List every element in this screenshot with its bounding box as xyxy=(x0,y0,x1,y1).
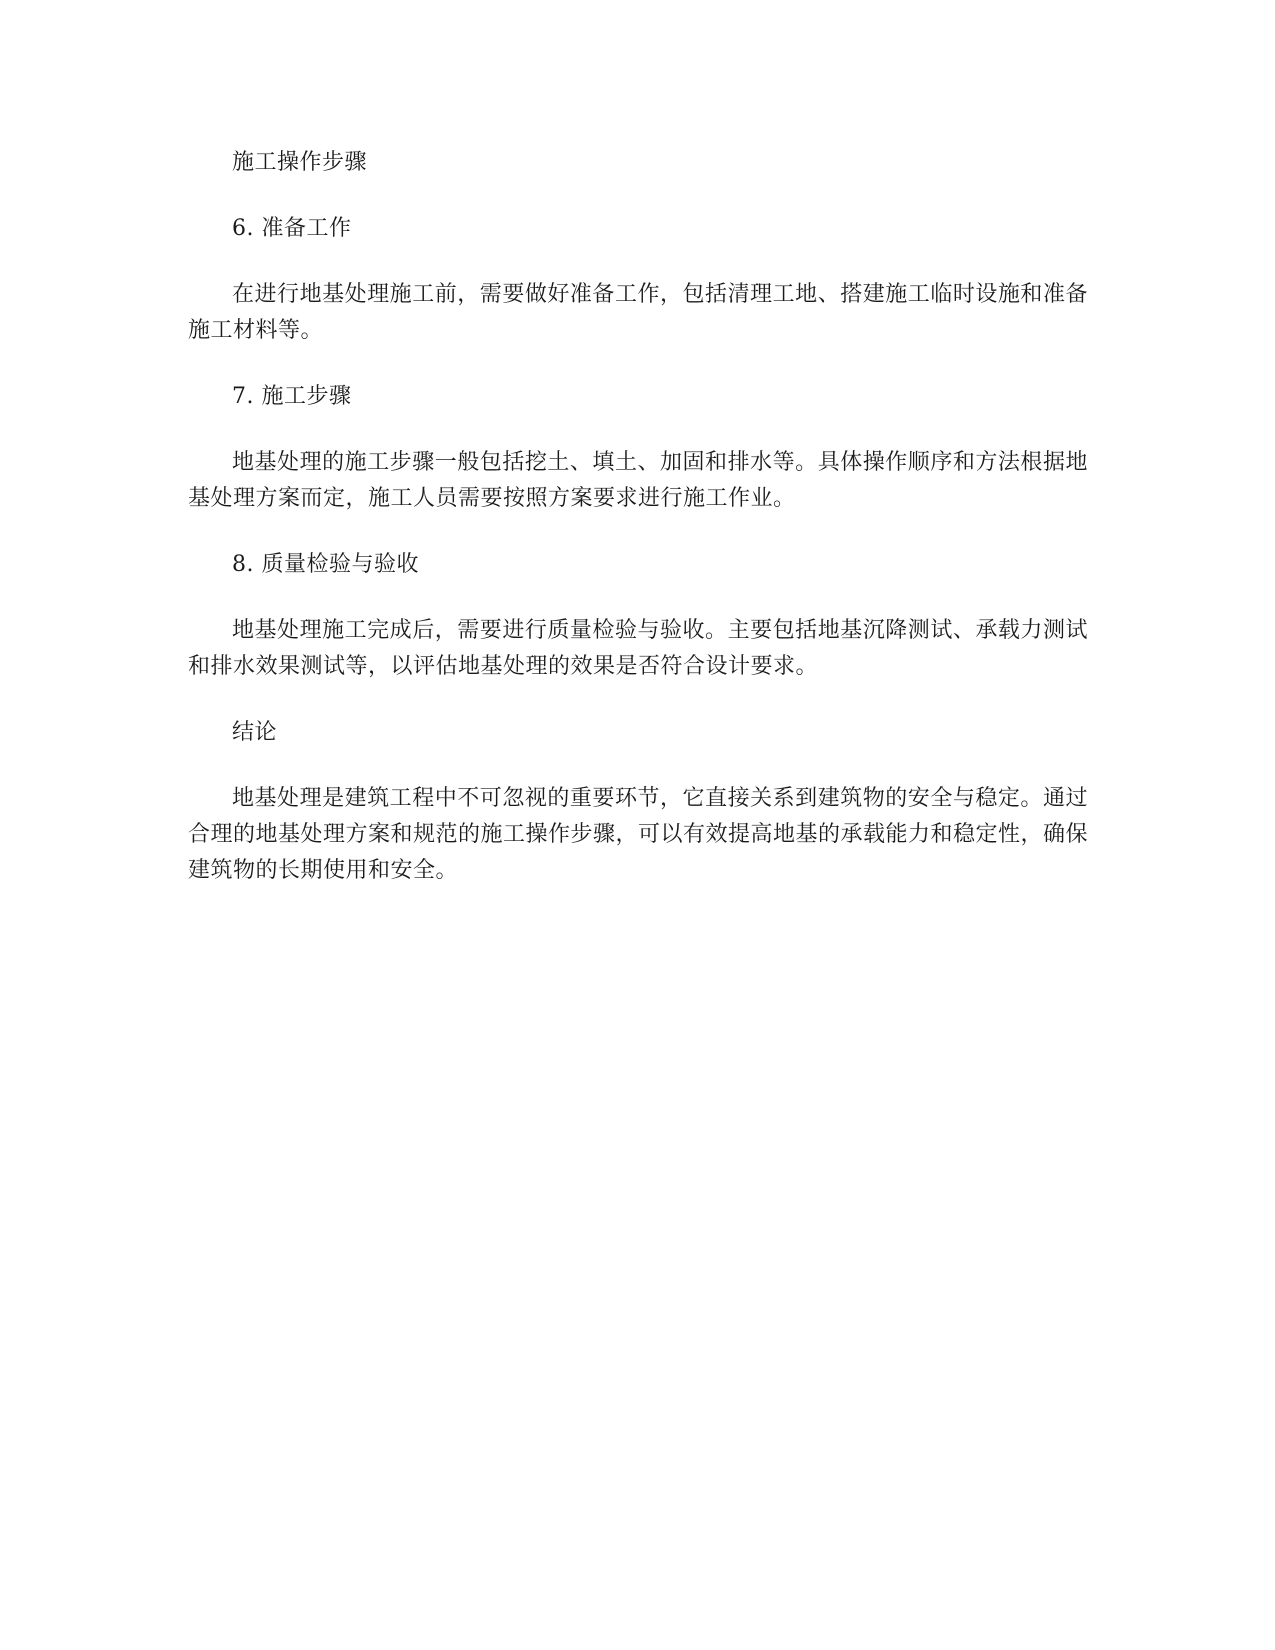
item-heading: 8. 质量检验与验收 xyxy=(232,552,419,577)
item-body: 在进行地基处理施工前，需要做好准备工作，包括清理工地、搭建施工临时设施和准备施工材料等。 xyxy=(188,282,1088,343)
conclusion-title: 结论 xyxy=(232,720,278,745)
section-title: 施工操作步骤 xyxy=(232,150,368,175)
item-body: 地基处理的施工步骤一般包括挖土、填土、加固和排水等。具体操作顺序和方法根据地基处理方案而定，施工人员需要按照方案要求进行施工作业。 xyxy=(188,450,1088,511)
document-content xyxy=(188,145,1088,919)
item-body: 地基处理施工完成后，需要进行质量检验与验收。主要包括地基沉降测试、承载力测试和排水效果测试等，以评估地基处理的效果是否符合设计要求。 xyxy=(188,618,1088,679)
item-heading: 7. 施工步骤 xyxy=(232,384,352,409)
item-heading: 6. 准备工作 xyxy=(232,216,352,241)
conclusion-body: 地基处理是建筑工程中不可忽视的重要环节，它直接关系到建筑物的安全与稳定。通过合理的地基处理方案和规范的施工操作步骤，可以有效提高地基的承载能力和稳定性，确保建筑物的长期使用和安全。 xyxy=(188,786,1089,883)
